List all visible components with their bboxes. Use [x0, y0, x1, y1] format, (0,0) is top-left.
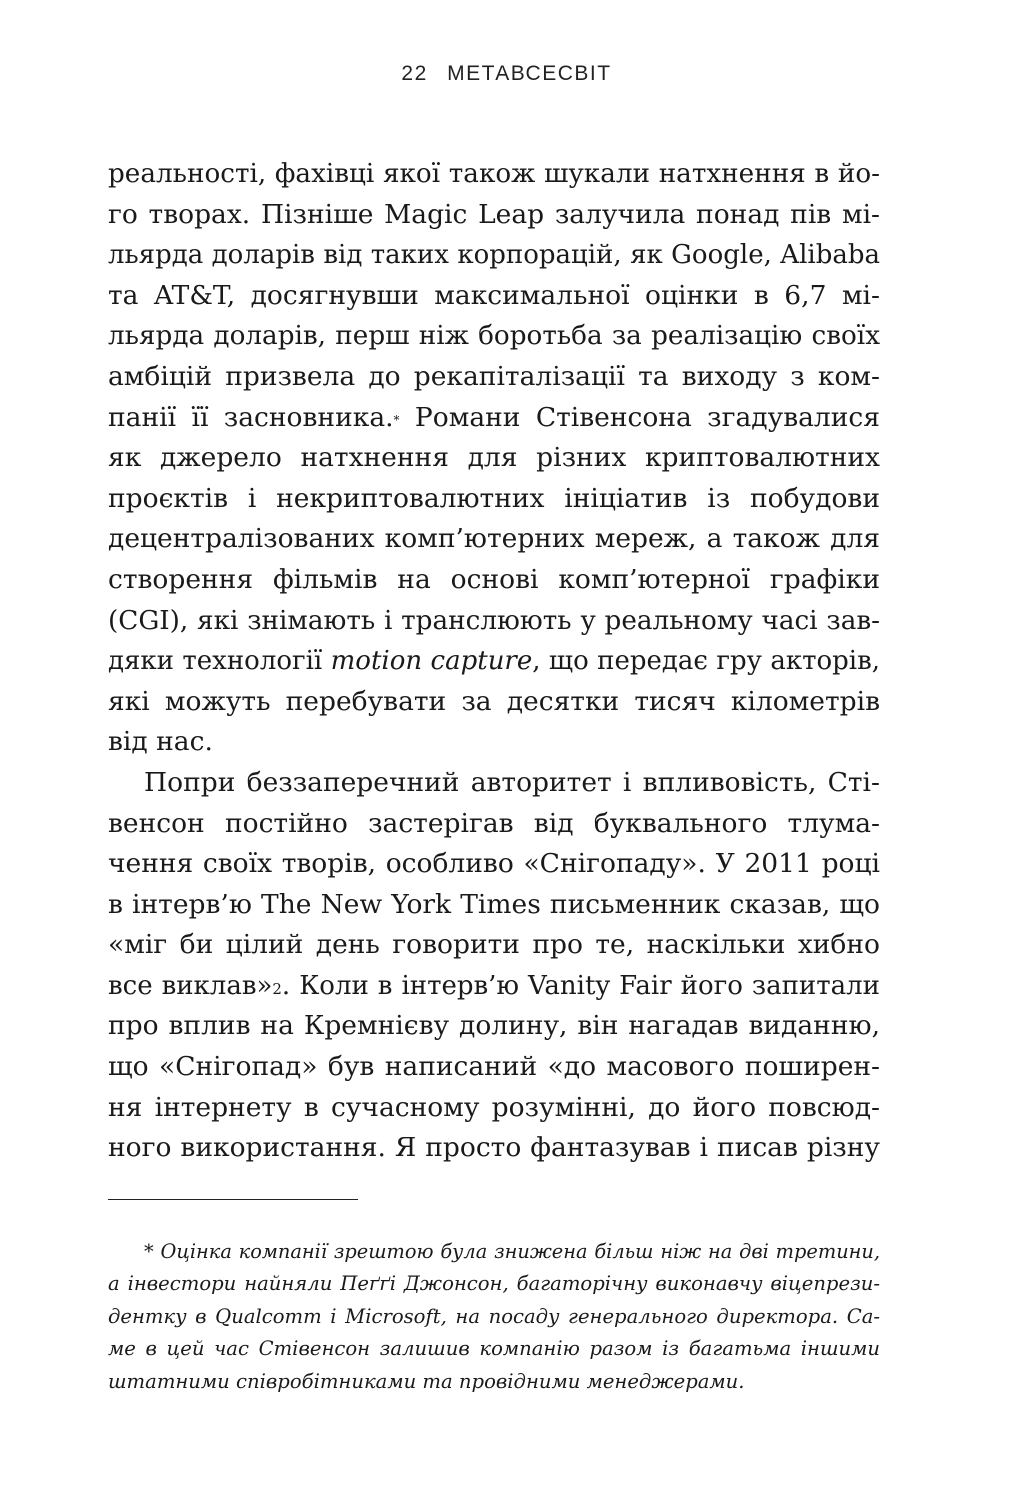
text-line: які можуть перебувати за десятки тисяч кілометрів	[108, 685, 880, 717]
text-line: від нас.	[108, 726, 213, 758]
endnote-marker: 2	[272, 979, 282, 998]
text-line: та AT&T, досягнувши максимальної оцінки в 6,7 мі-	[108, 279, 880, 311]
text-line: «міг би цілий день говорити про те, наскільки хибно	[108, 929, 880, 961]
footnote-line: а інвестори найняли Пеґґі Джонсон, багаторічну виконавчу віцепрези-	[108, 1272, 880, 1296]
text-line: ня інтернету в сучасному розумінні, до його повсюд-	[108, 1091, 880, 1123]
text-segment: дяки технології	[108, 646, 331, 677]
footnote	[108, 1236, 880, 1398]
text-line: проєктів і некриптовалютних ініціатив із побудови	[108, 482, 880, 514]
text-segment: все виклав»	[108, 970, 273, 1001]
text-segment: Романи Стівенсона згадувалися	[399, 401, 880, 433]
text-line: як джерело натхнення для різних криптовалютних	[108, 442, 880, 474]
text-line: що «Снігопад» був написаний «до масового поширен-	[108, 1051, 880, 1083]
text-line: венсон постійно застерігав від буквального тлума-	[108, 807, 880, 839]
italic-term: motion capture	[330, 646, 533, 677]
text-line: Попри беззаперечний авторитет і впливовість, Сті-	[144, 766, 880, 798]
running-title: МЕТАВСЕСВІТ	[447, 62, 612, 85]
page-number: 22	[401, 62, 428, 85]
text-line	[108, 641, 880, 682]
text-segment: , що передає гру акторів,	[532, 646, 881, 677]
footnote-separator	[108, 1199, 358, 1200]
text-line: го творах. Пізніше Magic Leap залучила понад пів мі-	[108, 198, 880, 230]
running-header	[0, 62, 1013, 86]
text-segment: панії її засновника.	[108, 401, 394, 433]
text-line	[108, 966, 880, 1007]
text-line: (CGI), які знімають і транслюють у реальному часі зав-	[108, 605, 880, 636]
text-line: ного використання. Я просто фантазував і писав різну	[108, 1132, 880, 1164]
main-text	[108, 154, 880, 1169]
text-line: про вплив на Кремнієву долину, він нагадав виданню,	[108, 1010, 880, 1042]
text-line: в інтерв’ю The New York Times письменник сказав, що	[108, 888, 880, 920]
text-line: льярда доларів від таких корпорацій, як Google, Alibaba	[108, 240, 880, 271]
text-line	[108, 398, 880, 439]
footnote-line: дентку в Qualcomm і Microsoft, на посаду генерального директора. Са-	[108, 1304, 880, 1328]
text-line: льярда доларів, перш ніж боротьба за реалізацію своїх	[108, 321, 880, 352]
text-line: реальності, фахівці якої також шукали натхнення в йо-	[108, 159, 880, 189]
text-line: децентралізованих комп’ютерних мереж, а також для	[108, 523, 880, 555]
footnote-marker: *	[393, 412, 400, 427]
text-line: амбіцій призвела до рекапіталізації та виходу з ком-	[108, 360, 880, 392]
footnote-line: * Оцінка компанії зрештою була знижена більш ніж на дві третини,	[144, 1240, 880, 1263]
text-line: чення своїх творів, особливо «Снігопаду». У 2011 році	[108, 848, 880, 880]
footnote-line: штатними співробітниками та провідними менеджерами.	[108, 1369, 745, 1393]
text-segment: . Коли в інтерв’ю Vanity Fair його запитали	[281, 970, 880, 1001]
footnote-line: ме в цей час Стівенсон залишив компанію разом із багатьма іншими	[108, 1337, 880, 1361]
text-line: створення фільмів на основі комп’ютерної графіки	[108, 563, 880, 595]
